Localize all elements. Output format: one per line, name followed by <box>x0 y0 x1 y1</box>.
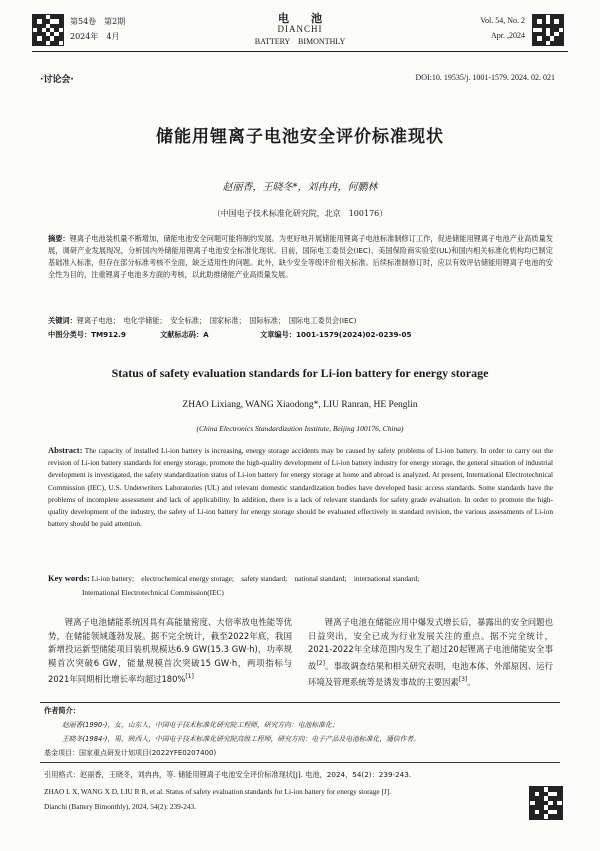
body-right-column <box>308 616 553 689</box>
citation-rule <box>40 762 560 763</box>
journal-en: DIANCHI <box>277 24 323 34</box>
abstract-en-text: The capacity of installed Li-ion battery is increasing, energy storage accidents may be caused by safety problems of Li-ion battery. In order to carry out the revision of Li-ion battery standards for energy storage, promote the high-quality development of Li-ion battery industry for energy storage, the general situation of industrial development is investigated, the safety standardization status of Li-ion battery for energy storage at home and abroad is analyzed. At present, International Electrotechnical Commission (IEC), U.S. Underwriters Laboratories (UL) and relevant domestic standardization bodies have developed basic access standards. Some standards have the problems of incomplete assessment and lack of applicability. In addition, there is a lack of relevant standards for safety grade evaluation. In order to promote the high-quality development of the industry, the safety of Li-ion battery for energy storage should be evaluated effectively in standard revision, the various assessments of Li-ion battery should be paid attention. <box>48 446 553 529</box>
body-right-text-end: 。 <box>467 676 476 687</box>
abstract-cn-text: 锂离子电池装机量不断增加，储能电池安全问题可能将制约发展。为更好地开展储能用锂离子电池标准制修订工作，促进储能用锂离子电池产业高质量发展，调研产业发展现况，分析国内外储能用锂离子电池安全标准化现状。目前，国际电工委员会(IEC)、美国保险商实验室(UL)和国内相关标准化机构均已制定基础准入标准，但存在部分标准考核不全面，缺乏适用性的问题。此外，缺少安全等级评价相关标准。后续标准制修订时，应以有效评估储能用锂离子电池的安全性为目的，注重锂离子电池多方面的考核，以此助推储能产业高质量发展。 <box>48 234 553 279</box>
title-en: Status of safety evaluation standards for Li-ion battery for energy storage <box>111 366 489 380</box>
footnote-fund: 基金项目：国家重点研发计划项目(2022YFE0207400) <box>44 749 217 757</box>
abstract-cn-label: 摘要： <box>48 234 70 243</box>
keywords-en <box>48 572 553 585</box>
footnote-author-1: 赵丽香(1990-)，女，山东人，中国电子技术标准化研究院工程师，研究方向：电池标准化； <box>62 721 339 729</box>
keywords-cn <box>48 315 553 327</box>
citation-en-1: ZHAO L X, WANG X D, LIU R R, et al. Status of safety evaluation standards for Li-ion battery for energy storage [J]. <box>44 787 391 796</box>
abstract-cn <box>48 233 553 281</box>
authors-cn: 赵丽香，王晓冬*，刘冉冉，何鹏林 <box>222 182 378 193</box>
citation-en-2: Dianchi (Battery Bimonthly), 2024, 54(2): 239-243. <box>44 802 196 811</box>
affiliation-en: (China Electronics Standardization Institute, Beijing 100176, China) <box>196 424 404 433</box>
body-right-text-2: 。事故调查结果和相关研究表明，电池本体、外部原因、运行环境及管理系统等是诱发事故的主要因素 <box>308 660 554 687</box>
title-cn: 储能用锂离子电池安全评价标准现状 <box>156 127 444 147</box>
doi: DOI:10. 19535/j. 1001-1579. 2024. 02. 021 <box>415 73 555 82</box>
date-cn: 2024年 4月 <box>70 32 120 41</box>
keywords-cn-label: 关键词： <box>48 316 77 325</box>
citation-cn: 引用格式：赵丽香，王晓冬，刘冉冉，等. 储能用锂离子电池安全评价标准现状[J]. 电池，2024，54(2)：239-243. <box>44 770 412 779</box>
date-en: Apr. ,2024 <box>491 31 525 40</box>
header-rule <box>32 51 568 52</box>
affiliation-cn: （中国电子技术标准化研究院，北京 100176） <box>212 209 388 218</box>
journal-en-sub: BATTERY BIMONTHLY <box>254 37 346 46</box>
abstract-en-label: Abstract: <box>48 445 83 455</box>
qr-code-icon-top-left <box>32 14 64 46</box>
keywords-cn-text: 锂离子电池； 电化学储能； 安全标准； 国家标准； 国际标准； 国际电工委员会(IEC) <box>76 316 357 325</box>
body-right-ref-1: [2] <box>316 659 325 667</box>
body-right-ref-2: [3] <box>458 675 468 683</box>
body-left-ref: [1] <box>185 673 194 680</box>
footnote-label: 作者简介： <box>44 706 80 715</box>
body-right-text: 锂离子电池在储能应用中爆发式增长后，暴露出的安全问题也日益突出，安全已成为行业发展关注的重点。据不完全统计，2021-2022年全球范围内发生了超过20起锂离子电池储能安全事故 <box>308 617 553 671</box>
body-left-text: 锂离子电池储能系统因具有高能量密度、大倍率放电性能等优势，在储能领域蓬勃发展。据不完全统计，截至2022年底，我国新增投运新型储能项目装机规模达6.9 GW(15.3 GW·h)，功率规模首次突破6 GW，能量规模首次突破15 GW·h，两项指标与2021年同期相比增长率均超过180% <box>48 617 292 684</box>
volume-cn: 第54卷 第2期 <box>70 17 126 26</box>
volume-en: Vol. 54, No. 2 <box>480 16 525 25</box>
clc-number: 中图分类号：TM912.9 <box>48 330 126 339</box>
qr-code-icon-top-right <box>532 14 564 46</box>
body-left-column <box>48 616 292 686</box>
column-tag: ·讨论会· <box>40 75 74 85</box>
keywords-en-text: Li-ion battery; electrochemical energy storage; safety standard; national standard; international standard; <box>91 574 420 583</box>
journal-cn: 电 池 <box>278 12 322 25</box>
authors-en: ZHAO Lixiang, WANG Xiaodong*, LIU Ranran, HE Penglin <box>182 400 418 410</box>
keywords-en-2: International Electrotechnical Commission(IEC) <box>82 588 224 597</box>
keywords-en-label: Key words: <box>48 573 90 583</box>
qr-code-icon-bottom-right <box>529 786 563 820</box>
footnote-rule <box>40 702 560 703</box>
article-number: 文章编号：1001-1579(2024)02-0239-05 <box>260 330 412 339</box>
document-code: 文献标志码：A <box>160 330 209 339</box>
footnote-author-2: 王晓冬(1984-)，男，陕西人，中国电子技术标准化研究院高级工程师，研究方向：电子产品及电池标准化，通信作者。 <box>62 735 421 743</box>
abstract-en <box>48 444 553 530</box>
